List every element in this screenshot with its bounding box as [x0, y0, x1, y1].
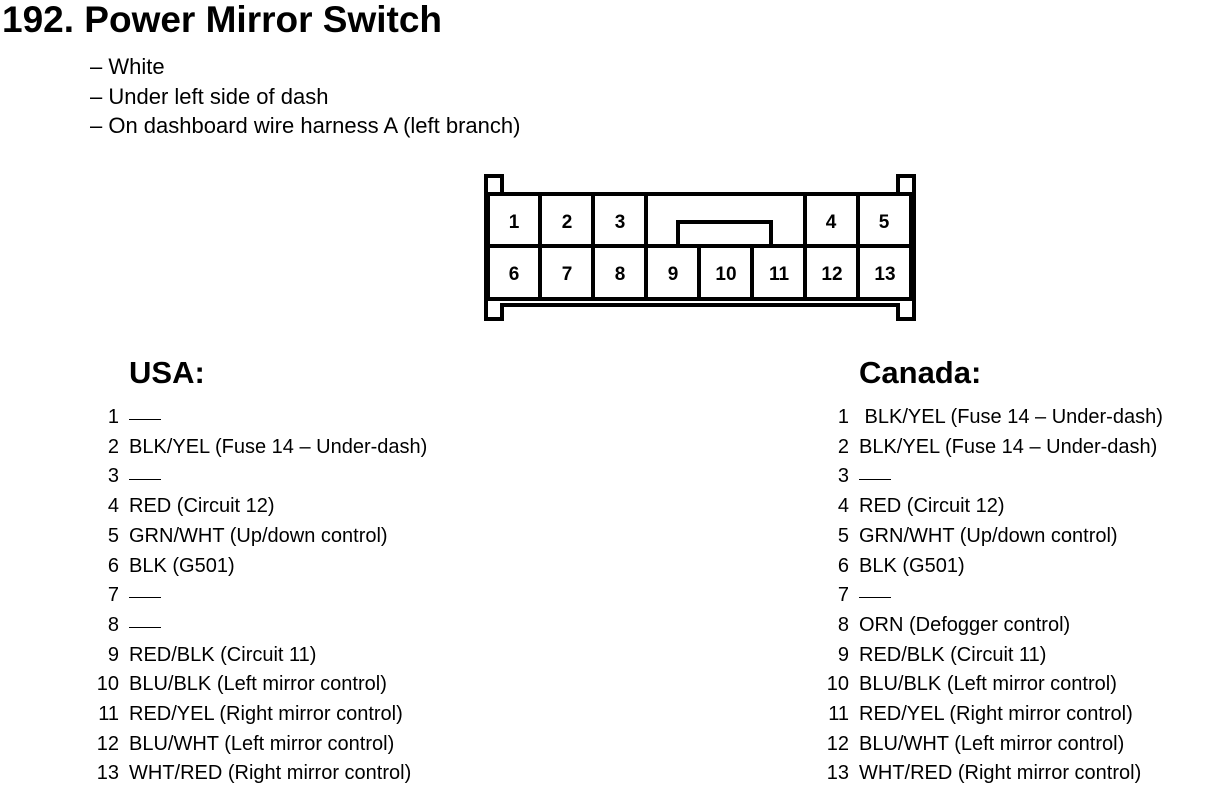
pin-wire-description: BLK (G501) [859, 554, 965, 577]
usa-heading: USA: [129, 355, 205, 390]
page-title: 192. Power Mirror Switch [2, 0, 443, 40]
pin-number: 7 [107, 584, 119, 607]
pin-wire-description: WHT/RED (Right mirror control) [129, 762, 412, 785]
connector-pin-6-label: 6 [508, 264, 520, 285]
pin-wire-description: RED (Circuit 12) [129, 495, 275, 518]
note-color: – White [90, 54, 165, 79]
pin-wire-description: BLK/YEL (Fuse 14 – Under-dash) [129, 435, 428, 458]
pin-unused-dash [129, 403, 161, 431]
pin-wire-description: ORN (Defogger control) [859, 613, 1071, 636]
pin-wire-description: RED (Circuit 12) [859, 495, 1005, 518]
pin-number: 10 [96, 673, 119, 696]
connector-pin-5-label: 5 [878, 212, 890, 233]
pin-wire-description: RED/YEL (Right mirror control) [859, 703, 1133, 725]
note-harness: – On dashboard wire harness A (left branch) [90, 113, 521, 138]
pin-wire-description: RED/BLK (Circuit 11) [129, 643, 317, 666]
pin-number: 7 [837, 584, 849, 607]
pin-number: 9 [107, 643, 119, 666]
pin-number: 5 [837, 524, 849, 547]
connector-pin-8-label: 8 [614, 264, 626, 285]
connector-pin-11-label: 11 [768, 264, 790, 285]
pin-number: 8 [107, 613, 119, 636]
pin-number: 8 [837, 613, 849, 636]
pin-wire-description: BLU/BLK (Left mirror control) [859, 673, 1117, 696]
pin-number: 12 [96, 732, 119, 755]
connector-pin-9-label: 9 [667, 264, 679, 285]
pin-wire-description: GRN/WHT (Up/down control) [129, 524, 388, 547]
unused-pin-line [129, 597, 161, 598]
pin-unused-dash [859, 462, 891, 490]
connector-pin-13-label: 13 [874, 264, 896, 285]
pin-wire-description: BLU/BLK (Left mirror control) [129, 673, 387, 696]
pin-wire-description: BLU/WHT (Left mirror control) [859, 732, 1125, 755]
pin-number: 11 [828, 703, 849, 725]
note-location: – Under left side of dash [90, 83, 329, 109]
pin-wire-description: GRN/WHT (Up/down control) [859, 524, 1118, 547]
pin-wire-description: BLU/WHT (Left mirror control) [129, 732, 395, 755]
pin-number: 11 [98, 703, 119, 725]
pin-number: 4 [837, 495, 849, 518]
connector-pin-1-label: 1 [508, 212, 520, 233]
unused-pin-line [129, 479, 161, 480]
pin-number: 5 [107, 524, 119, 547]
unused-pin-line [129, 419, 161, 420]
pin-number: 12 [826, 732, 849, 755]
connector-pin-7-label: 7 [561, 264, 573, 285]
pin-wire-description: BLK/YEL (Fuse 14 – Under-dash) [859, 435, 1158, 458]
pin-wire-description: RED/YEL (Right mirror control) [129, 703, 403, 725]
unused-pin-line [859, 597, 891, 598]
pin-unused-dash [129, 611, 161, 639]
pin-number: 3 [107, 465, 119, 488]
connector-lock-tab [678, 222, 771, 246]
pin-number: 6 [107, 554, 119, 577]
pin-number: 2 [107, 435, 119, 458]
pin-unused-dash [859, 581, 891, 609]
connector-pin-3-label: 3 [614, 212, 626, 233]
pin-number: 10 [826, 673, 849, 696]
connector-pin-4-label: 4 [825, 212, 837, 233]
pin-number: 6 [837, 554, 849, 577]
pin-number: 2 [837, 435, 849, 458]
unused-pin-line [859, 479, 891, 480]
canada-heading: Canada: [859, 355, 982, 390]
pin-wire-description: WHT/RED (Right mirror control) [859, 762, 1142, 785]
pin-wire-description: BLK (G501) [129, 554, 235, 577]
pin-number: 13 [96, 762, 119, 785]
pin-wire-description: BLK/YEL (Fuse 14 – Under-dash) [859, 406, 1163, 428]
pin-number: 9 [837, 643, 849, 666]
pin-number: 4 [107, 495, 119, 518]
connector-pin-12-label: 12 [821, 264, 843, 285]
pin-wire-description: RED/BLK (Circuit 11) [859, 643, 1047, 666]
pin-unused-dash [129, 581, 161, 609]
pin-number: 13 [826, 762, 849, 785]
pin-number: 3 [837, 465, 849, 488]
unused-pin-line [129, 627, 161, 628]
pin-unused-dash [129, 462, 161, 490]
connector-pin-2-label: 2 [561, 212, 573, 233]
connector-pin-10-label: 10 [715, 264, 737, 285]
pin-number: 1 [837, 406, 849, 428]
pin-number: 1 [107, 406, 119, 428]
